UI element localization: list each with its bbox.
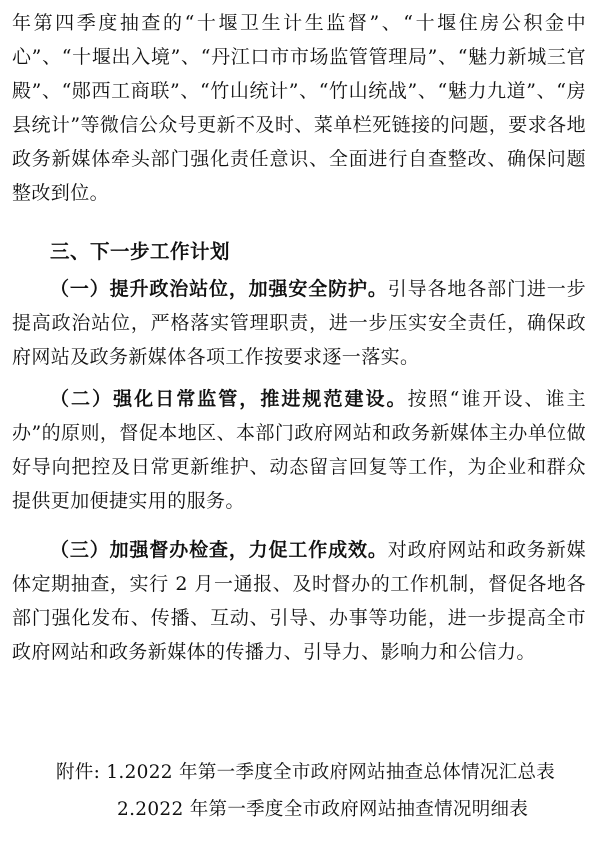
plan-item-3-body: 对政府网站和政务新媒体定期抽查，实行 2 月一通报、及时督办的工作机制，督促各地各部门强化发布、传播、互动、引导、办事等功能，进一步提高全市政府网站和政务新媒体的传播力、引导力、影响力和公信力。 (12, 539, 586, 663)
intro-paragraph: 年第四季度抽查的“十堰卫生计生监督”、“十堰住房公积金中心”、“十堰出入境”、“丹江口市市场监管管理局”、“魅力新城三官殿”、“郧西工商联”、“竹山统计”、“竹山统战”、“魅力九道”、“房县统计”等微信公众号更新不及时、菜单栏死链接的问题，要求各地政务新媒体牵头部门强化责任意识、全面进行自查整改、确保问题整改到位。 (12, 12, 586, 204)
plan-item-2-body: 按照“谁开设、谁主办”的原则，督促本地区、本部门政府网站和政务新媒体主办单位做好导向把控及日常更新维护、动态留言回复等工作，为企业和群众提供更加便捷实用的服务。 (12, 388, 586, 512)
attachment-label: 附件: (56, 762, 107, 783)
plan-item-1-body: 引导各地各部门进一步提高政治站位，严格落实管理职责，进一步压实安全责任，确保政府网站及政务新媒体各项工作按要求逐一落实。 (12, 278, 586, 368)
plan-item-3-lead: （三）加强督办检查，力促工作成效。 (50, 539, 388, 561)
plan-item-2 (12, 382, 586, 518)
plan-item-1-lead: （一）提升政治站位，加强安全防护。 (50, 278, 388, 300)
plan-item-2-lead: （二）强化日常监管，推进规范建设。 (50, 388, 408, 410)
attachment-2: 2.2022 年第一季度全市政府网站抽查情况明细表 (117, 799, 529, 820)
section-heading: 三、下一步工作计划 (50, 240, 231, 263)
plan-item-3 (12, 533, 586, 669)
attachment-line-1 (56, 756, 555, 790)
attachment-1: 1.2022 年第一季度全市政府网站抽查总体情况汇总表 (106, 762, 556, 783)
plan-item-1 (12, 272, 586, 374)
